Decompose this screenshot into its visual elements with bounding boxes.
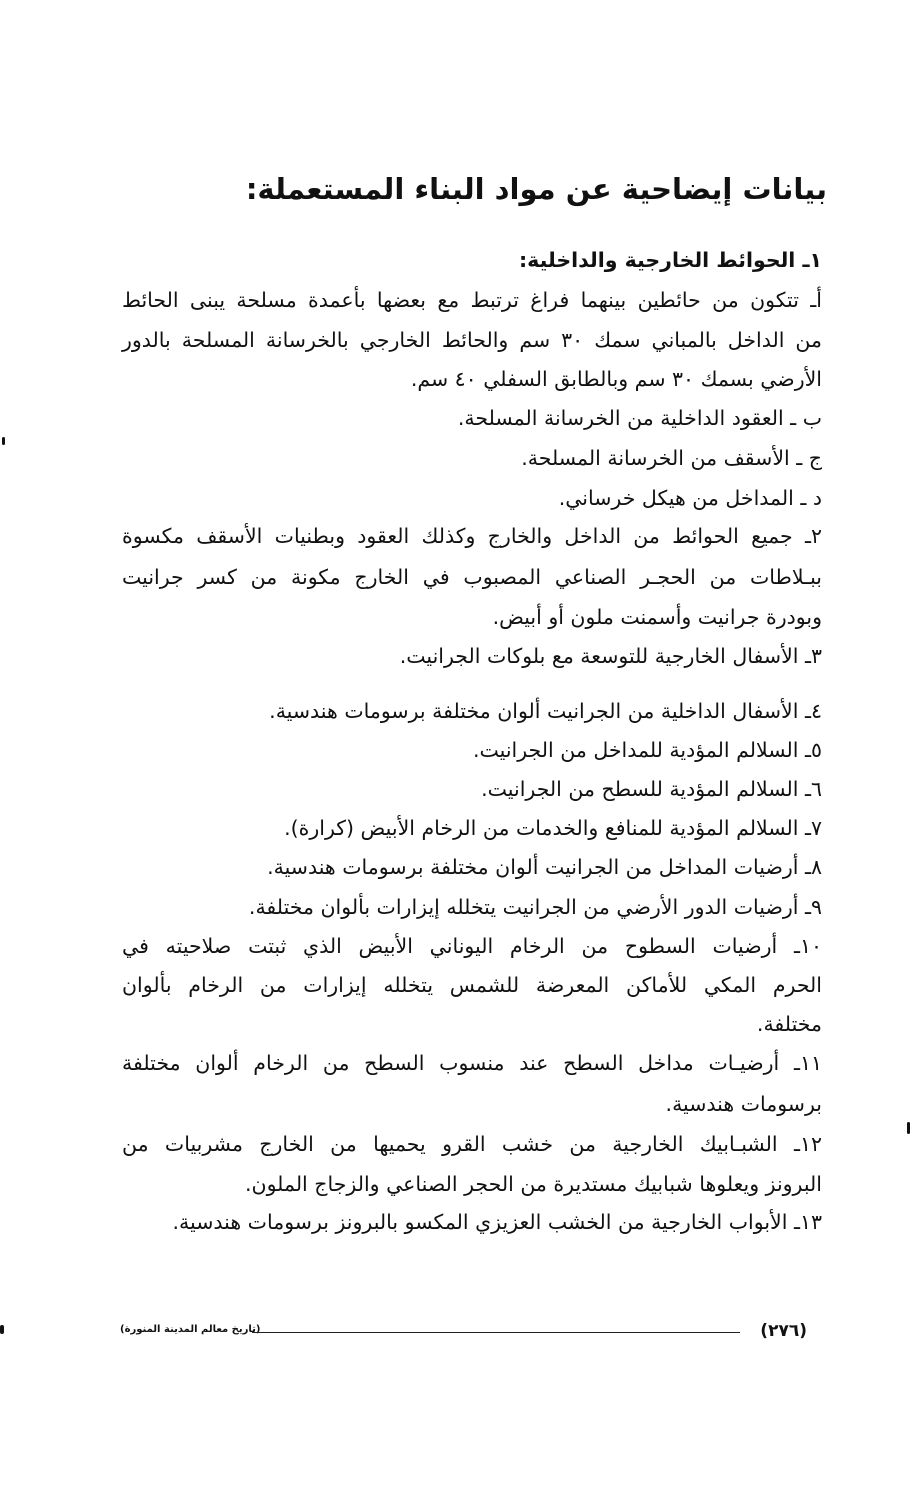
paragraph-line: ١١ـ أرضيـات مداخل السطح عند منسوب السطح من الرخام ألوان مختلفة	[122, 1051, 822, 1075]
paragraph-line: البرونز ويعلوها شبابيك مستديرة من الحجر الصناعي والزجاج الملون.	[245, 1172, 822, 1196]
paragraph-line: الحرم المكي للأماكن المعرضة للشمس يتخلله إيزارات من الرخام بألوان	[122, 973, 822, 997]
paragraph-line: من الداخل بالمباني سمك ٣٠ سم والحائط الخارجي بالخرسانة المسلحة بالدور	[122, 328, 822, 352]
page-heading: بيانات إيضاحية عن مواد البناء المستعملة:	[245, 172, 827, 206]
list-item: ٣ـ الأسفال الخارجية للتوسعة مع بلوكات الجرانيت.	[399, 644, 822, 668]
list-item: ب ـ العقود الداخلية من الخرسانة المسلحة.	[457, 406, 822, 430]
footer-book-title: (تاريخ معالم المدينة المنورة)	[120, 1324, 261, 1335]
list-item: ١٣ـ الأبواب الخارجية من الخشب العزيزي المكسو بالبرونز برسومات هندسية.	[172, 1210, 822, 1234]
list-item: ٥ـ السلالم المؤدية للمداخل من الجرانيت.	[472, 738, 822, 762]
paragraph-line: وبودرة جرانيت وأسمنت ملون أو أبيض.	[492, 605, 822, 629]
list-item: د ـ المداخل من هيكل خرساني.	[558, 486, 822, 510]
scan-speck	[2, 437, 5, 445]
scan-speck	[907, 1122, 910, 1134]
list-item: ٩ـ أرضيات الدور الأرضي من الجرانيت يتخلله إيزارات بألوان مختلفة.	[248, 895, 822, 919]
paragraph-line: الأرضي بسمك ٣٠ سم وبالطابق السفلي ٤٠ سم.	[410, 367, 822, 391]
paragraph-line: أـ تتكون من حائطين بينهما فراغ ترتبط مع بعضها بأعمدة مسلحة يبنى الحائط	[122, 288, 822, 312]
list-item: ٦ـ السلالم المؤدية للسطح من الجرانيت.	[481, 777, 822, 801]
list-item: ج ـ الأسقف من الخرسانة المسلحة.	[521, 446, 822, 470]
section-title: ١ـ الحوائط الخارجية والداخلية:	[518, 248, 822, 272]
page-footer	[120, 1321, 807, 1343]
paragraph-line: برسومات هندسية.	[665, 1092, 822, 1116]
list-item: ٨ـ أرضيات المداخل من الجرانيت ألوان مختلفة برسومات هندسية.	[267, 855, 822, 879]
paragraph-line: ١٢ـ الشبـابيك الخارجية من خشب القرو يحميها من الخارج مشربيات من	[122, 1132, 822, 1156]
paragraph-line: ١٠ـ أرضيات السطوح من الرخام اليوناني الأبيض الذي ثبتت صلاحيته في	[122, 934, 822, 958]
scan-speck	[0, 1325, 4, 1334]
paragraph-line: ٢ـ جميع الحوائط من الداخل والخارج وكذلك العقود وبطنيات الأسقف مكسوة	[122, 524, 822, 548]
list-item: ٧ـ السلالم المؤدية للمنافع والخدمات من الرخام الأبيض (كرارة).	[284, 816, 822, 840]
page-number: (٢٧٦)	[760, 1321, 807, 1341]
paragraph-line: مختلفة.	[756, 1012, 822, 1036]
footer-divider	[252, 1332, 740, 1333]
list-item: ٤ـ الأسفال الداخلية من الجرانيت ألوان مختلفة برسومات هندسية.	[269, 699, 822, 723]
paragraph-line: ببـلاطات من الحجـر الصناعي المصبوب في الخارج مكونة من كسر جرانيت	[122, 565, 822, 589]
